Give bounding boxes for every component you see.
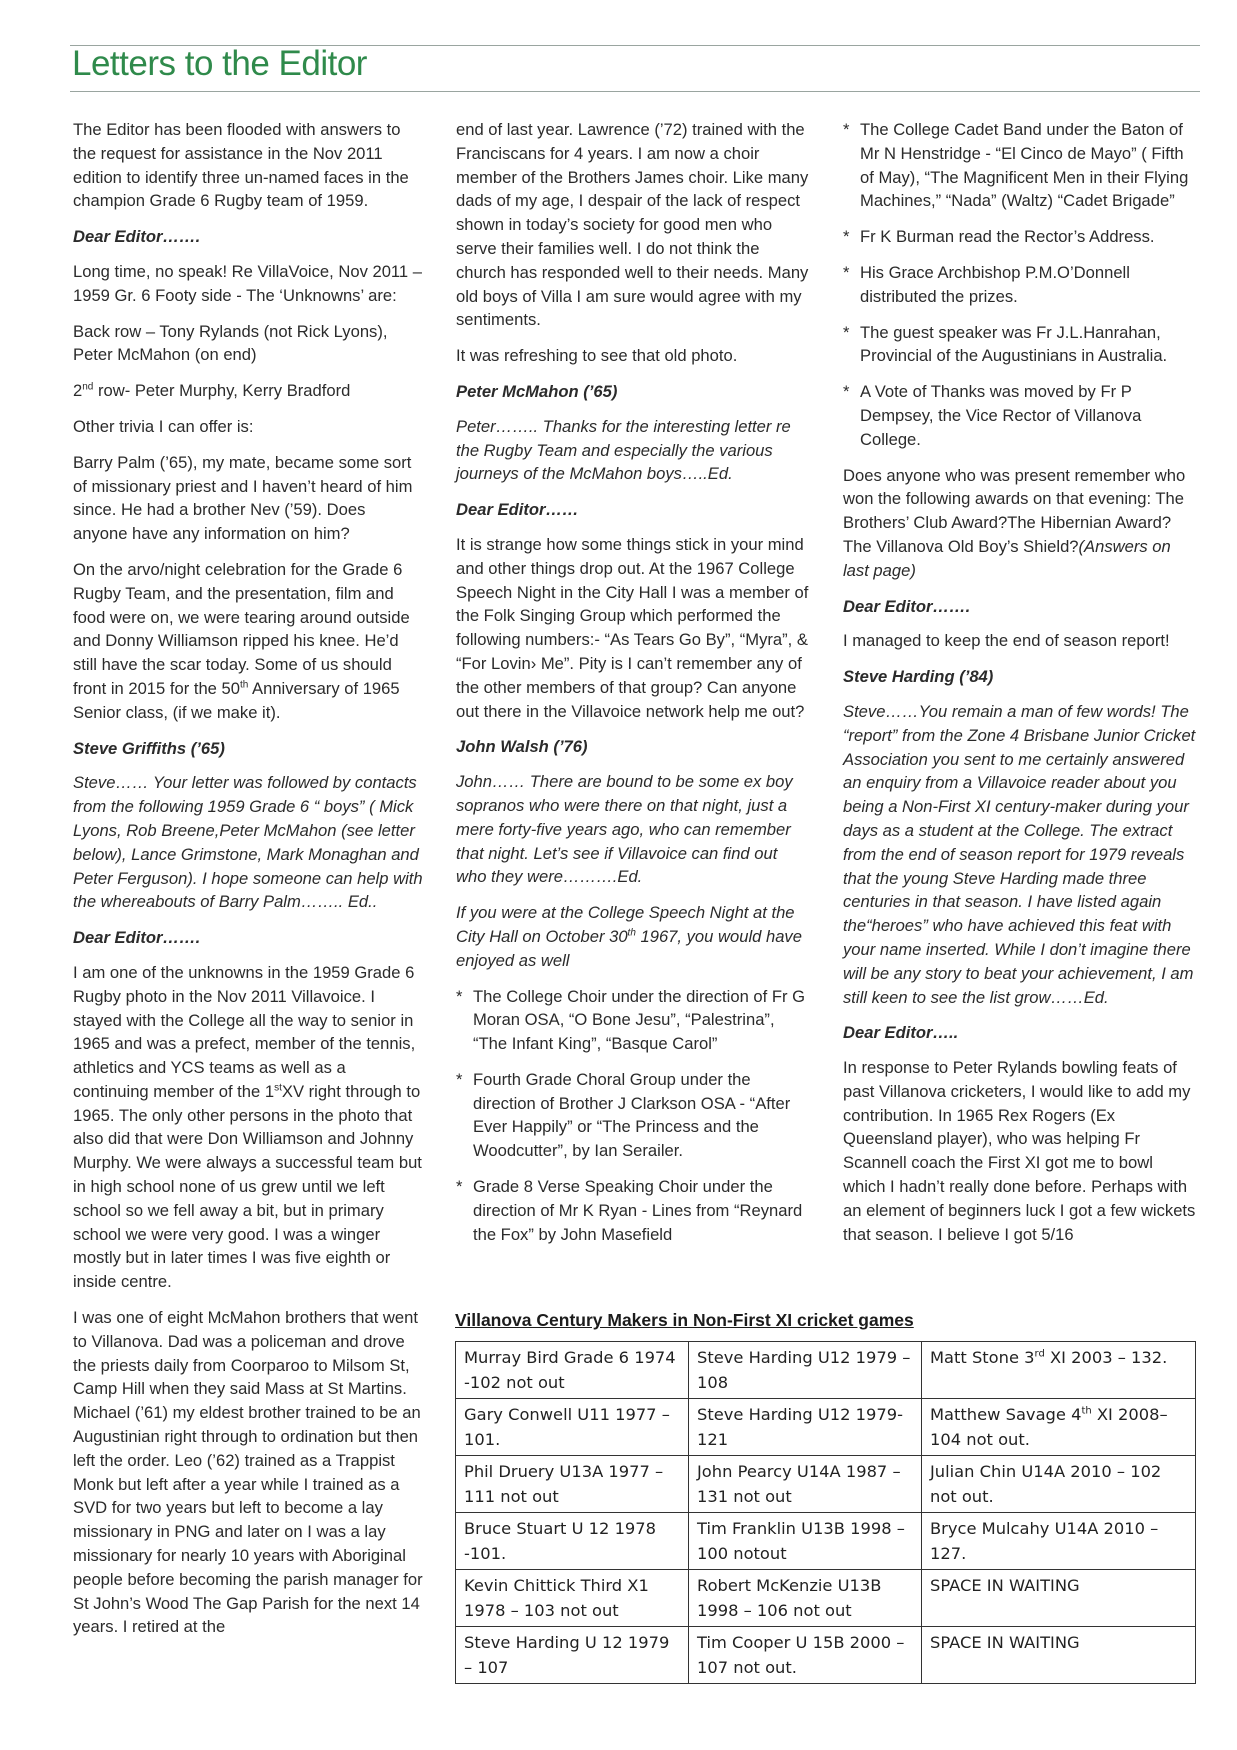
century-makers-table	[455, 1341, 1196, 1684]
table-row	[456, 1456, 1196, 1513]
letter-paragraph: It was refreshing to see that old photo.	[456, 346, 738, 366]
letter-paragraph: I was one of eight McMahon brothers that went to Villanova. Dad was a policeman and drove the priests daily from Coorparoo to Milsom St, Camp Hill when they said Mass at St Martins. Michael (’61) my eldest brother trained to be an Augustinian right through to ordination but then left the order. Leo (’62) trained as a Trappist Monk but left after a year while I trained as a SVD for two years but left to become a lay missionary in PNG and later on I was a lay missionary for nearly 10 years with Aboriginal people before becoming the parish manager for St John’s Wood The Gap Parish for the next 14 years. I retired at the	[73, 1308, 423, 1637]
letter-paragraph	[73, 379, 423, 403]
list-item	[456, 1175, 812, 1246]
answers-note: (Answers on last page)	[843, 536, 1171, 580]
asterisk-bullet: *	[843, 120, 850, 139]
letter-heading: Dear Editor……	[456, 500, 579, 520]
text-run: Matt Stone 3	[930, 1348, 1035, 1367]
table-cell	[922, 1399, 1196, 1456]
text-run: row- Peter Murphy, Kerry Bradford	[93, 381, 351, 401]
table-cell: Steve Harding U12 1979-121	[689, 1399, 922, 1456]
column-3	[843, 118, 1198, 1258]
list-item-text: Fr K Burman read the Rector’s Address.	[860, 227, 1155, 247]
letter-paragraph: Barry Palm (’65), my mate, became some sort of missionary priest and I haven’t heard of him since. He had a brother Nev (’59). Does anyone have any information on him?	[73, 452, 413, 544]
letter-paragraph	[73, 961, 423, 1294]
intro-paragraph: The Editor has been flooded with answers to the request for assistance in the Nov 2011 edition to identify three un-named faces in the champion Grade 6 Rugby team of 1959.	[73, 120, 409, 211]
table-row	[456, 1570, 1196, 1627]
letter-paragraph: I managed to keep the end of season report!	[843, 631, 1170, 651]
table-cell: Julian Chin U14A 2010 – 102 not out.	[922, 1456, 1196, 1513]
column-1	[73, 118, 423, 1651]
list-item	[843, 261, 1198, 309]
speech-night-list-continued	[843, 118, 1198, 452]
table-row	[456, 1342, 1196, 1399]
editor-reply: Peter…….. Thanks for the interesting letter re the Rugby Team and especially the various journeys of the McMahon boys…..Ed.	[456, 416, 791, 484]
table-cell: Bryce Mulcahy U14A 2010 – 127.	[922, 1513, 1196, 1570]
asterisk-bullet: *	[456, 1069, 463, 1089]
table-cell: Phil Druery U13A 1977 – 111 not out	[456, 1456, 689, 1513]
list-item-text: The College Cadet Band under the Baton of Mr N Henstridge - “El Cinco de Mayo” ( Fifth of May), “The Magnificent Men in their Flying Machines,” “Nada” (Waltz) “Cadet Brigade”	[860, 120, 1189, 211]
list-item	[843, 225, 1198, 249]
list-item-text: His Grace Archbishop P.M.O’Donnell distributed the prizes.	[860, 262, 1130, 306]
editor-reply: John…… There are bound to be some ex boy sopranos who were there on that night, just a mere forty-five years ago, who can remember that night. Let’s see if Villavoice can find out who they were……….Ed.	[456, 772, 793, 887]
table-cell: Bruce Stuart U 12 1978 -101.	[456, 1513, 689, 1570]
superscript: th	[239, 679, 249, 691]
letter-paragraph: Other trivia I can offer is:	[73, 416, 254, 436]
editor-reply: Steve……You remain a man of few words! The “report” from the Zone 4 Brisbane Junior Cricket Association you sent to me certainly answered an enquiry from a Villavoice reader about you being a Non-First XI century-maker during your days as a student at the College. The extract from the end of season report for 1979 reveals that the young Steve Harding made three centuries in that season. I have listed again the“heroes” who have achieved this feat with your name inserted. While I don’t imagine there will be any story to beat your achievement, I am still keen to see the list grow……Ed.	[843, 701, 1196, 1007]
letter-heading: Dear Editor…….	[843, 596, 971, 616]
text-run: On the arvo/night celebration for the Grade 6 Rugby Team, and the presentation, film and food were on, we were tearing around outside and Donny Williamson ripped his knee. He’d still have the scar today. Some of us should front in 2015 for the 50	[73, 559, 410, 698]
list-item	[843, 118, 1198, 213]
letter-heading: Dear Editor…..	[843, 1023, 959, 1043]
table-row	[456, 1399, 1196, 1456]
speech-night-intro	[456, 901, 812, 972]
table-caption: Villanova Century Makers in Non-First XI cricket games	[455, 1310, 914, 1330]
column-2	[456, 118, 812, 1258]
editor-reply: Steve…… Your letter was followed by contacts from the following 1959 Grade 6 “ boys” ( Mick Lyons, Rob Breene,Peter McMahon (see letter below), Lance Grimstone, Mark Monaghan and Peter Ferguson). I hope someone can help with the whereabouts of Barry Palm…….. Ed..	[73, 773, 423, 912]
table-cell: Robert McKenzie U13B 1998 – 106 not out	[689, 1570, 922, 1627]
table-row	[456, 1627, 1196, 1684]
letter-signature: Steve Harding (’84)	[843, 667, 994, 687]
letter-signature: John Walsh (’76)	[456, 737, 588, 757]
letter-paragraph: In response to Peter Rylands bowling feats of past Villanova cricketers, I would like to add my contribution. In 1965 Rex Rogers (Ex Queensland player), who was helping Fr Scannell coach the First XI got me to bowl which I hadn’t really done before. Perhaps with an element of beginners luck I got a few wickets that season. I believe I got 5/16	[843, 1058, 1196, 1244]
speech-night-list	[456, 985, 812, 1247]
superscript: rd	[1034, 1348, 1045, 1360]
superscript: nd	[82, 381, 94, 393]
asterisk-bullet: *	[456, 986, 463, 1006]
text-run: Anniversary of 1965 Senior class, (if we make it).	[73, 678, 400, 722]
letter-paragraph: end of last year. Lawrence (’72) trained with the Franciscans for 4 years. I am now a choir member of the Brothers James choir. Like many dads of my age, I despair of the lack of respect shown in today’s society for good men who serve their families well. I do not think the church has responded well to their needs. Many old boys of Villa I am sure would agree with my sentiments.	[456, 120, 809, 330]
text-run: XI 2008–104 not out.	[930, 1405, 1168, 1449]
list-item-text: The College Choir under the direction of Fr G Moran OSA, “O Bone Jesu”, “Palestrina”, “The Infant King”, “Basque Carol”	[473, 986, 806, 1054]
asterisk-bullet: *	[843, 382, 850, 402]
superscript: th	[627, 927, 636, 939]
table-cell: Steve Harding U 12 1979 – 107	[456, 1627, 689, 1684]
text-run: XI 2003 – 132.	[1044, 1348, 1168, 1367]
page-title: Letters to the Editor	[72, 44, 367, 83]
text-run: 1967, you would have enjoyed as well	[456, 926, 802, 970]
letter-heading: Dear Editor…….	[73, 928, 201, 948]
list-item	[843, 380, 1198, 451]
list-item	[843, 321, 1198, 369]
letter-signature: Steve Griffiths (’65)	[73, 738, 225, 758]
table-cell: John Pearcy U14A 1987 – 131 not out	[689, 1456, 922, 1513]
letter-paragraph: Back row – Tony Rylands (not Rick Lyons), Peter McMahon (on end)	[73, 321, 388, 365]
asterisk-bullet: *	[843, 227, 850, 247]
text-run: XV right through to 1965. The only other persons in the photo that also did that were Don Williamson and Johnny Murphy. We were always a successful team but in high school none of us grew until we left school so we fell away a bit, but in primary school we were very good. I was a winger mostly but in later times I was five eighth or inside centre.	[73, 1081, 422, 1292]
table-cell: Gary Conwell U11 1977 – 101.	[456, 1399, 689, 1456]
text-run: 2	[73, 381, 83, 401]
text-run: Matthew Savage 4	[930, 1405, 1082, 1424]
title-underline-rule	[70, 91, 1200, 92]
list-item	[456, 985, 812, 1056]
list-item	[456, 1068, 812, 1163]
list-item-text: A Vote of Thanks was moved by Fr P Dempsey, the Vice Rector of Villanova College.	[860, 382, 1142, 449]
text-run: If you were at the College Speech Night at the City Hall on October 30	[456, 903, 795, 946]
letter-heading: Dear Editor…….	[73, 227, 201, 247]
table-cell: SPACE IN WAITING	[922, 1627, 1196, 1684]
table-cell: Tim Cooper U 15B 2000 – 107 not out.	[689, 1627, 922, 1684]
letter-paragraph: It is strange how some things stick in your mind and other things drop out. At the 1967 College Speech Night in the City Hall I was a member of the Folk Singing Group which performed the following numbers:- “As Tears Go By”, “Myra”, & “For Lovin› Me”. Pity is I can’t remember any of the other members of that group? Can anyone out there in the Villavoice network help me out?	[456, 534, 809, 721]
list-item-text: Grade 8 Verse Speaking Choir under the direction of Mr K Ryan - Lines from “Reynard the Fox” by John Masefield	[473, 1177, 803, 1244]
table-cell: Kevin Chittick Third X1 1978 – 103 not out	[456, 1570, 689, 1627]
asterisk-bullet: *	[843, 322, 850, 342]
list-item-text: Fourth Grade Choral Group under the direction of Brother J Clarkson OSA - “After Ever Happily” or “The Princess and the Woodcutter”, by Ian Serailer.	[473, 1069, 791, 1161]
list-item-text: The guest speaker was Fr J.L.Hanrahan, Provincial of the Augustinians in Australia.	[860, 322, 1168, 366]
table-cell: Murray Bird Grade 6 1974 -102 not out	[456, 1342, 689, 1399]
table-cell	[922, 1342, 1196, 1399]
letter-signature: Peter McMahon (’65)	[456, 381, 618, 401]
table-row	[456, 1513, 1196, 1570]
text-run: Does anyone who was present remember who won the following awards on that evening: The Brothers’ Club Award?The Hibernian Award?The Villanova Old Boy’s Shield?	[843, 465, 1186, 556]
table-cell: SPACE IN WAITING	[922, 1570, 1196, 1627]
superscript: st	[274, 1082, 282, 1094]
asterisk-bullet: *	[456, 1177, 463, 1197]
text-run: I am one of the unknowns in the 1959 Grade 6 Rugby photo in the Nov 2011 Villavoice. I stayed with the College all the way to senior in 1965 and was a prefect, member of the tennis, athletics and YCS teams as well as a continuing member of the 1	[73, 962, 416, 1101]
table-cell: Steve Harding U12 1979 – 108	[689, 1342, 922, 1399]
letter-paragraph: Long time, no speak! Re VillaVoice, Nov 2011 – 1959 Gr. 6 Footy side - The ‘Unknowns’ are:	[73, 261, 422, 305]
table-cell: Tim Franklin U13B 1998 – 100 notout	[689, 1513, 922, 1570]
asterisk-bullet: *	[843, 262, 850, 282]
superscript: th	[1081, 1405, 1092, 1417]
letter-paragraph	[843, 464, 1198, 583]
letter-paragraph	[73, 558, 423, 725]
